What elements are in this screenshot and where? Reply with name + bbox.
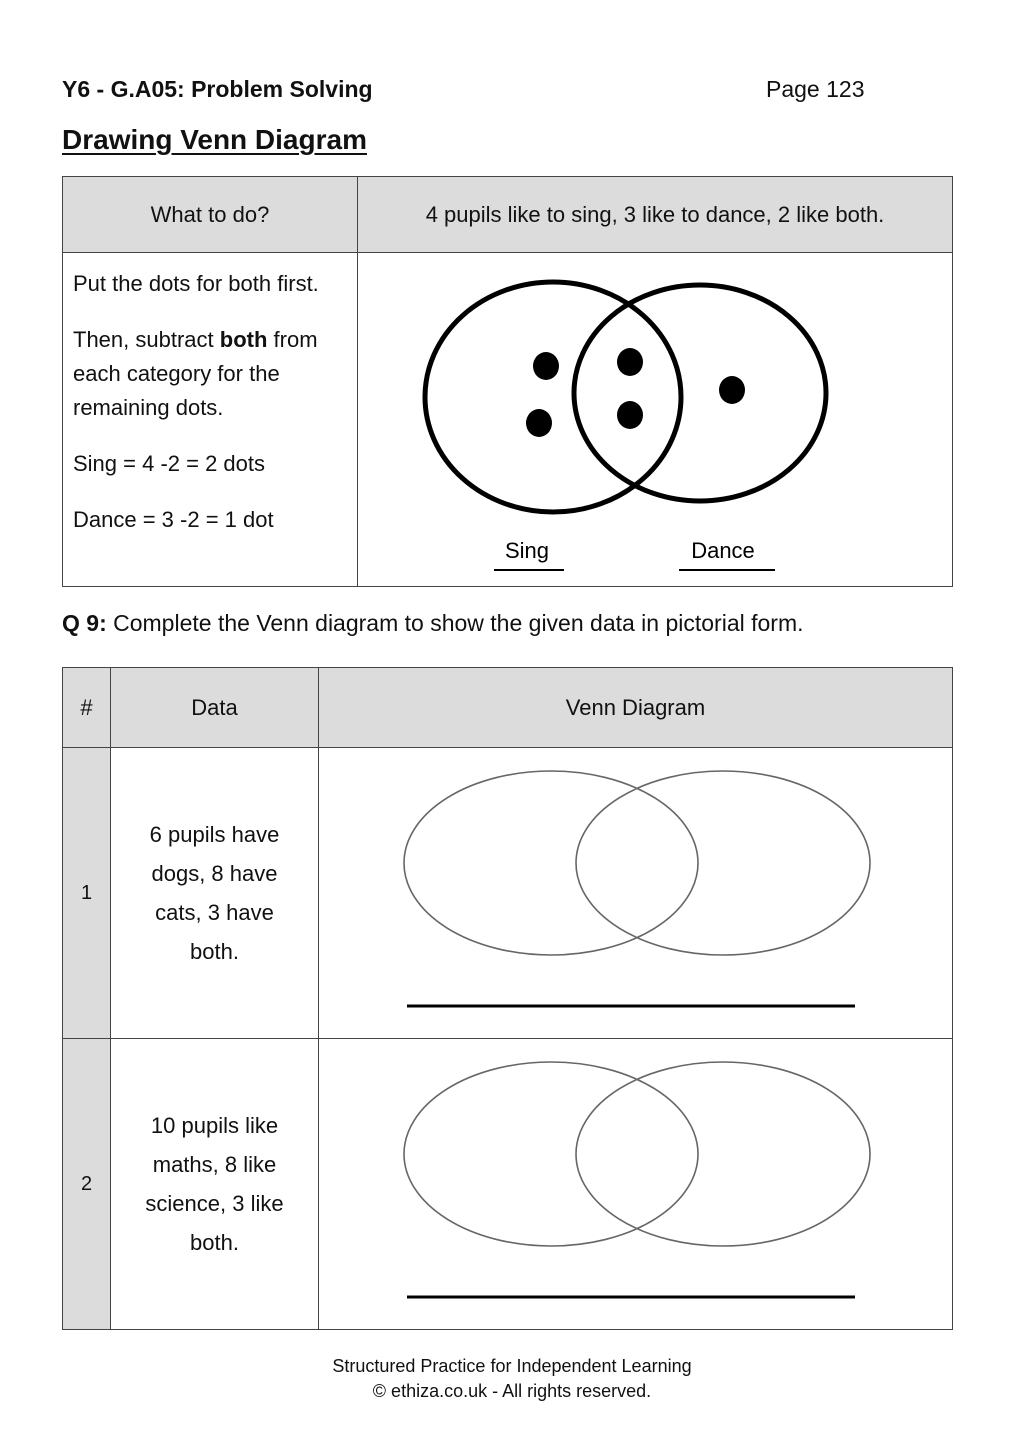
table-row xyxy=(63,1039,953,1330)
blank-venn-diagram xyxy=(319,1040,952,1329)
page-number: Page 123 xyxy=(766,76,865,102)
venn-header: Venn Diagram xyxy=(319,668,953,748)
sing-only-dot xyxy=(533,352,559,380)
both-dot xyxy=(617,348,643,376)
right-set-circle xyxy=(576,1062,870,1246)
sing-calculation: Sing = 4 -2 = 2 dots xyxy=(73,451,266,476)
left-set-circle xyxy=(404,771,698,955)
what-to-do-header: What to do? xyxy=(63,177,358,253)
instructions-cell xyxy=(63,253,358,587)
footer-tagline: Structured Practice for Independent Learning xyxy=(332,1356,692,1376)
dance-only-dot xyxy=(719,376,745,404)
instruction-step-1: Put the dots for both first. xyxy=(73,271,319,296)
example-data-header: 4 pupils like to sing, 3 like to dance, 2 like both. xyxy=(358,177,953,253)
worksheet-code: Y6 - G.A05: Problem Solving xyxy=(62,76,373,102)
footer-copyright: © ethiza.co.uk - All rights reserved. xyxy=(372,1381,652,1401)
practice-table xyxy=(62,667,953,1330)
row-number: 2 xyxy=(63,1039,111,1330)
venn-answer-cell xyxy=(319,1039,953,1330)
instruction-step-2: Then, subtract both from each category for the remaining dots. xyxy=(73,327,318,420)
sing-only-dot xyxy=(526,409,552,437)
dance-label: Dance xyxy=(691,537,755,563)
row-data: 10 pupils like maths, 8 like science, 3 like both. xyxy=(111,1039,319,1330)
blank-venn-diagram xyxy=(319,749,952,1038)
example-venn-cell xyxy=(358,253,953,587)
table-row xyxy=(63,748,953,1039)
example-venn-diagram xyxy=(358,254,953,586)
both-dot xyxy=(617,401,643,429)
number-header: # xyxy=(63,668,111,748)
dance-calculation: Dance = 3 -2 = 1 dot xyxy=(73,507,274,532)
left-set-circle xyxy=(404,1062,698,1246)
venn-dots xyxy=(526,348,745,437)
page-title: Drawing Venn Diagram xyxy=(62,124,367,155)
venn-answer-cell xyxy=(319,748,953,1039)
row-number: 1 xyxy=(63,748,111,1039)
sing-circle xyxy=(425,282,681,512)
row-data: 6 pupils have dogs, 8 have cats, 3 have both. xyxy=(111,748,319,1039)
dance-circle xyxy=(574,285,826,501)
example-table xyxy=(62,176,953,587)
data-header: Data xyxy=(111,668,319,748)
question-9: Q 9: Complete the Venn diagram to show the given data in pictorial form. xyxy=(62,610,804,636)
sing-label: Sing xyxy=(504,537,550,563)
right-set-circle xyxy=(576,771,870,955)
